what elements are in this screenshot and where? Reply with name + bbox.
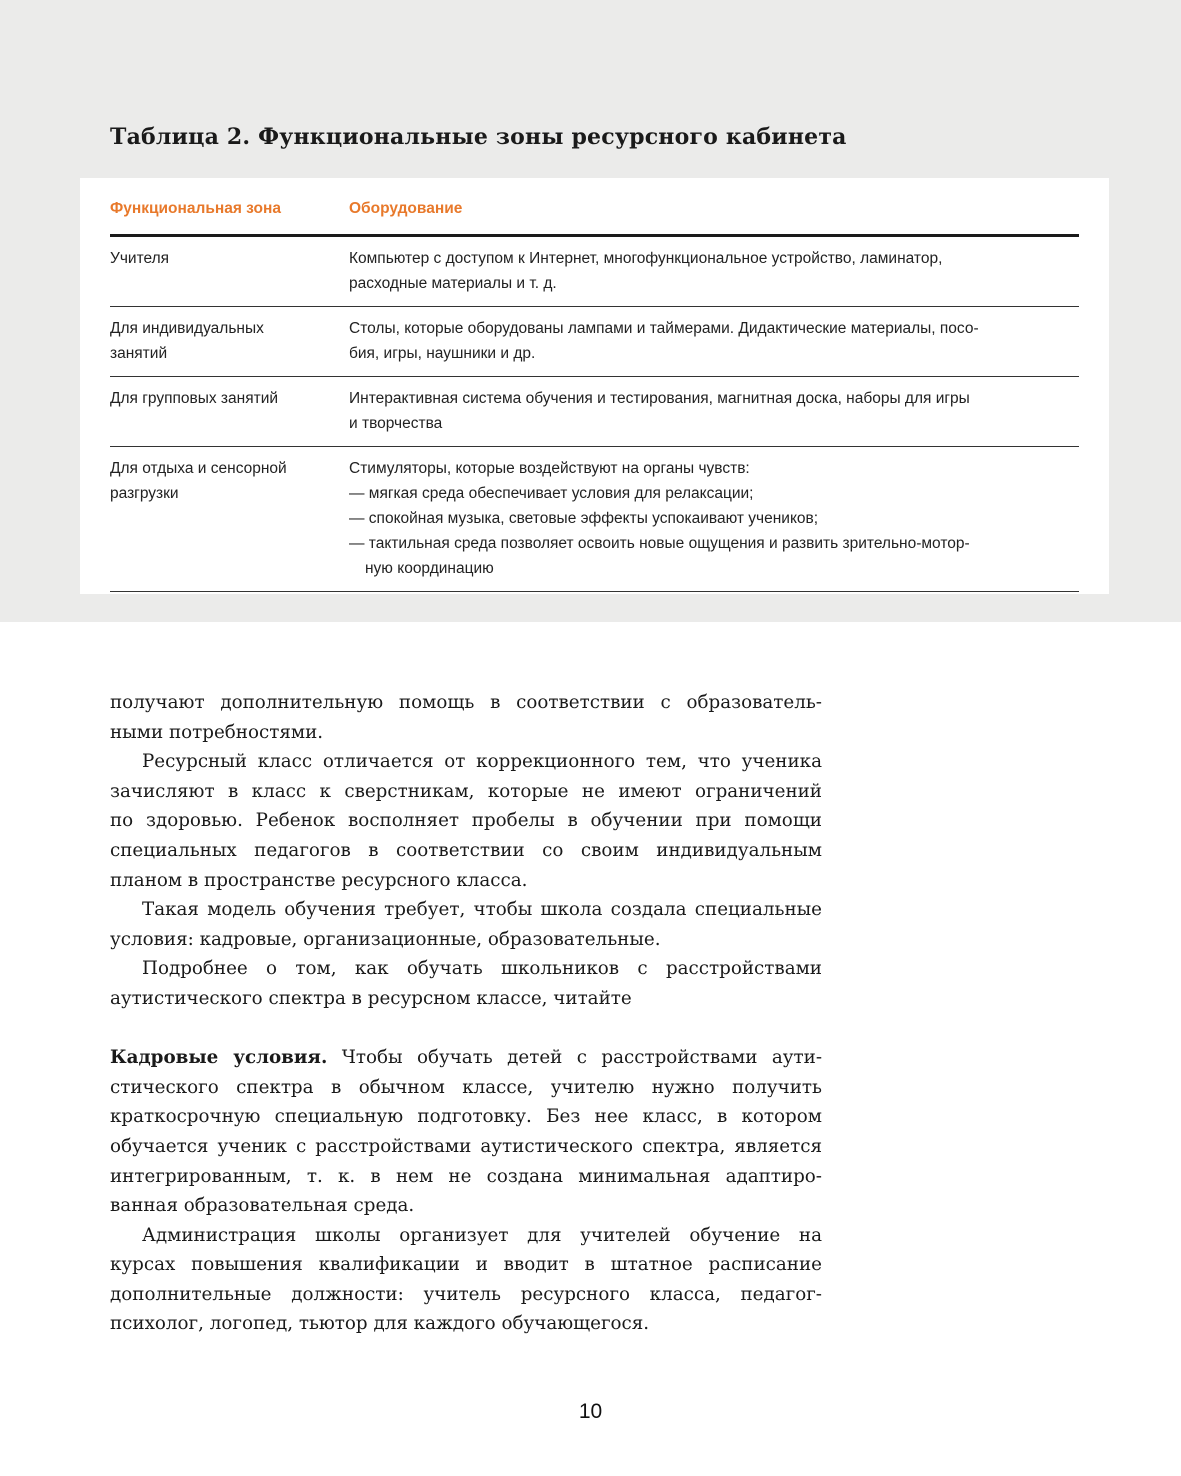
- paragraph: [110, 688, 822, 747]
- text-line: дополнительные должности: учитель ресурсного класса, педагог-: [110, 1283, 822, 1305]
- text-line: зачисляют в класс к сверстникам, которые не имеют ограничений: [110, 780, 822, 802]
- equipment-line: бия, игры, наушники и др.: [349, 345, 536, 362]
- text-line: Подробнее о том, как обучать школьников с расстройствами: [142, 958, 822, 980]
- equipment-line: Интерактивная система обучения и тестирования, магнитная доска, наборы для игры: [349, 390, 970, 407]
- equipment-cell: [349, 386, 1079, 436]
- text-line: получают дополнительную помощь в соответствии с образователь-: [110, 692, 822, 713]
- text-line: специальных педагогов в соответствии со своим индивидуальным: [110, 839, 822, 861]
- spacer: [110, 1014, 822, 1044]
- table-container: [80, 178, 1109, 594]
- table-row: [110, 237, 1079, 307]
- paragraph: [110, 895, 822, 954]
- equipment-cell: [349, 316, 1079, 366]
- equipment-line: Компьютер с доступом к Интернет, многофункциональное устройство, ламинатор,: [349, 250, 943, 267]
- page-number: 10: [578, 1400, 603, 1423]
- paragraph: [110, 1043, 822, 1221]
- equipment-cell: [349, 246, 1079, 296]
- equipment-line: — тактильная среда позволяет освоить новые ощущения и развить зрительно-мотор-: [349, 535, 970, 552]
- equipment-line: расходные материалы и т. д.: [349, 275, 557, 292]
- text-line: Администрация школы организует для учителей обучение на: [142, 1224, 822, 1246]
- text-run: Чтобы обучать детей с расстройствами аути-: [327, 1047, 822, 1069]
- body-text: [110, 688, 822, 1339]
- header-zone: Функциональная зона: [110, 200, 281, 217]
- equipment-line: ную координацию: [365, 560, 494, 577]
- text-line: обучается ученик с расстройствами аутистического спектра, является: [110, 1135, 822, 1157]
- paragraph: [110, 1221, 822, 1339]
- paragraph: [110, 954, 822, 1013]
- equipment-line: — мягкая среда обеспечивает условия для релаксации;: [349, 485, 754, 502]
- zone-cell: Для индивидуальных занятий: [110, 320, 264, 362]
- text-line: ными потребностями.: [110, 721, 324, 743]
- text-line: аутистического спектра в ресурсном классе, читайте: [110, 987, 632, 1009]
- equipment-line: Стимуляторы, которые воздействуют на органы чувств:: [349, 460, 750, 477]
- paragraph: [110, 747, 822, 895]
- text-line: Ресурсный класс отличается от коррекционного тем, что ученика: [142, 751, 822, 773]
- text-line: [110, 1043, 822, 1073]
- table-row: [110, 307, 1079, 377]
- zone-cell: Учителя: [110, 250, 170, 267]
- header-equipment: Оборудование: [349, 200, 463, 217]
- text-line: Такая модель обучения требует, чтобы школа создала специальные: [142, 899, 822, 921]
- text-line: интегрированным, т. к. в нем не создана минимальная адаптиро-: [110, 1165, 822, 1187]
- text-line: условия: кадровые, организационные, образовательные.: [110, 928, 661, 950]
- text-line: по здоровью. Ребенок восполняет пробелы в обучении при помощи: [110, 810, 822, 832]
- equipment-line: Столы, которые оборудованы лампами и таймерами. Дидактические материалы, посо-: [349, 320, 979, 337]
- table-header: [110, 200, 1079, 237]
- text-line: стического спектра в обычном классе, учителю нужно получить: [110, 1076, 822, 1098]
- text-line: планом в пространстве ресурсного класса.: [110, 869, 528, 891]
- equipment-line: — спокойная музыка, световые эффекты успокаивают учеников;: [349, 510, 819, 527]
- text-line: курсах повышения квалификации и вводит в штатное расписание: [110, 1254, 822, 1276]
- zones-table: [110, 200, 1079, 592]
- table-row: [110, 447, 1079, 592]
- table-row: [110, 377, 1079, 447]
- zone-cell: Для групповых занятий: [110, 390, 279, 407]
- table-title: Таблица 2. Функциональные зоны ресурсного кабинета: [110, 124, 847, 150]
- text-line: краткосрочную специальную подготовку. Без нее класс, в котором: [110, 1106, 822, 1128]
- equipment-cell: [349, 456, 1079, 581]
- text-line: ванная образовательная среда.: [110, 1195, 415, 1217]
- zone-cell: Для отдыха и сенсорной разгрузки: [110, 460, 287, 502]
- bold-lead: Кадровые условия.: [110, 1047, 328, 1069]
- equipment-line: и творчества: [349, 415, 443, 432]
- text-line: психолог, логопед, тьютор для каждого обучающегося.: [110, 1313, 650, 1335]
